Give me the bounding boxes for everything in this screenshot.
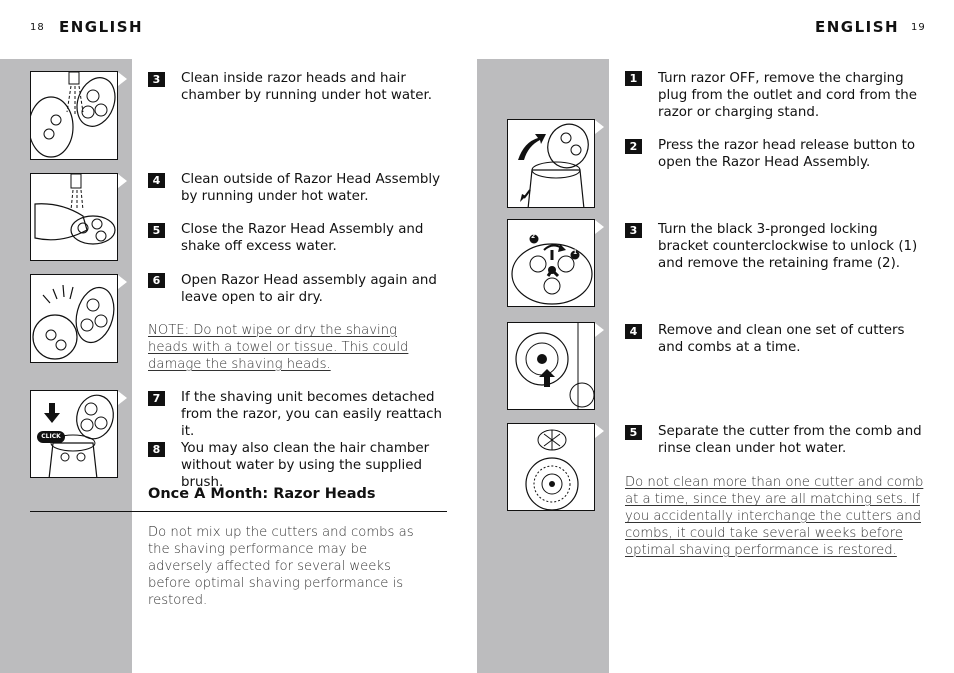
note-shaving-heads: NOTE: Do not wipe or dry the shaving heads with a towel or tissue. This could damage the shaving heads. — [148, 323, 409, 372]
step-text: Turn the black 3-pronged locking bracket counterclockwise to unlock (1) and remove the retaining frame (2). — [658, 222, 918, 271]
step-text: Close the Razor Head Assembly and shake off excess water. — [181, 222, 424, 254]
step-text: Remove and clean one set of cutters and combs at a time. — [658, 323, 905, 355]
figure-air-dry — [30, 274, 118, 363]
step-number: 3 — [625, 223, 642, 238]
figure-rinse-outside-heads — [30, 173, 118, 261]
step-number: 7 — [148, 391, 165, 406]
step-number: 3 — [148, 72, 165, 87]
step-text: If the shaving unit becomes detached from the razor, you can easily reattach it. — [181, 390, 443, 439]
figure-rinse-inside-heads — [30, 71, 118, 160]
figure-remove-cutters — [507, 322, 595, 410]
step-number: 4 — [625, 324, 642, 339]
step-text: Clean outside of Razor Head Assembly by running under hot water. — [181, 172, 441, 204]
note-matching-sets: Do not clean more than one cutter and comb at a time, since they are all matching sets. If you accidentally interchange the cutters and combs, it could take several weeks before optimal shaving performance is restored. — [625, 475, 924, 558]
click-badge: CLICK — [37, 431, 65, 443]
step-text: Separate the cutter from the comb and rinse clean under hot water. — [658, 424, 922, 456]
right-page-number: 19 — [911, 22, 926, 33]
step-text: You may also clean the hair chamber without water by using the supplied brush. — [181, 441, 430, 490]
figure-pointer — [118, 174, 127, 188]
step-text: Open Razor Head assembly again and leave open to air dry. — [181, 273, 437, 305]
step-text: Turn razor OFF, remove the charging plug from the outlet and cord from the razor or charging stand. — [658, 71, 917, 120]
figure-separate-cutter-comb — [507, 423, 595, 511]
figure-pointer — [595, 220, 604, 234]
step-number: 8 — [148, 442, 165, 457]
step-text: Clean inside razor heads and hair chamber by running under hot water. — [181, 71, 433, 103]
figure-label: 2 — [531, 233, 536, 240]
step-number: 5 — [625, 425, 642, 440]
step-number: 6 — [148, 273, 165, 288]
figure-open-head-assembly — [507, 119, 595, 208]
figure-pointer — [595, 323, 604, 337]
figure-label: 1 — [573, 249, 578, 256]
figure-pointer — [118, 391, 127, 405]
figure-reattach-unit — [30, 390, 118, 478]
step-number: 1 — [625, 71, 642, 86]
step-text: Press the razor head release button to open the Razor Head Assembly. — [658, 138, 916, 170]
step-number: 5 — [148, 223, 165, 238]
figure-unlock-bracket — [507, 219, 595, 307]
figure-pointer — [595, 424, 604, 438]
right-page-header: ENGLISH — [815, 18, 900, 36]
section-divider — [30, 511, 447, 512]
figure-pointer — [118, 72, 127, 86]
figure-pointer — [595, 120, 604, 134]
step-number: 4 — [148, 173, 165, 188]
left-page-number: 18 — [30, 22, 45, 33]
figure-pointer — [118, 275, 127, 289]
section-title: Once A Month: Razor Heads — [148, 486, 376, 502]
left-page-header: ENGLISH — [59, 18, 144, 36]
section-text: Do not mix up the cutters and combs as the shaving performance may be adversely affected for several weeks before optimal shaving performance is restored. — [148, 525, 414, 608]
step-number: 2 — [625, 139, 642, 154]
